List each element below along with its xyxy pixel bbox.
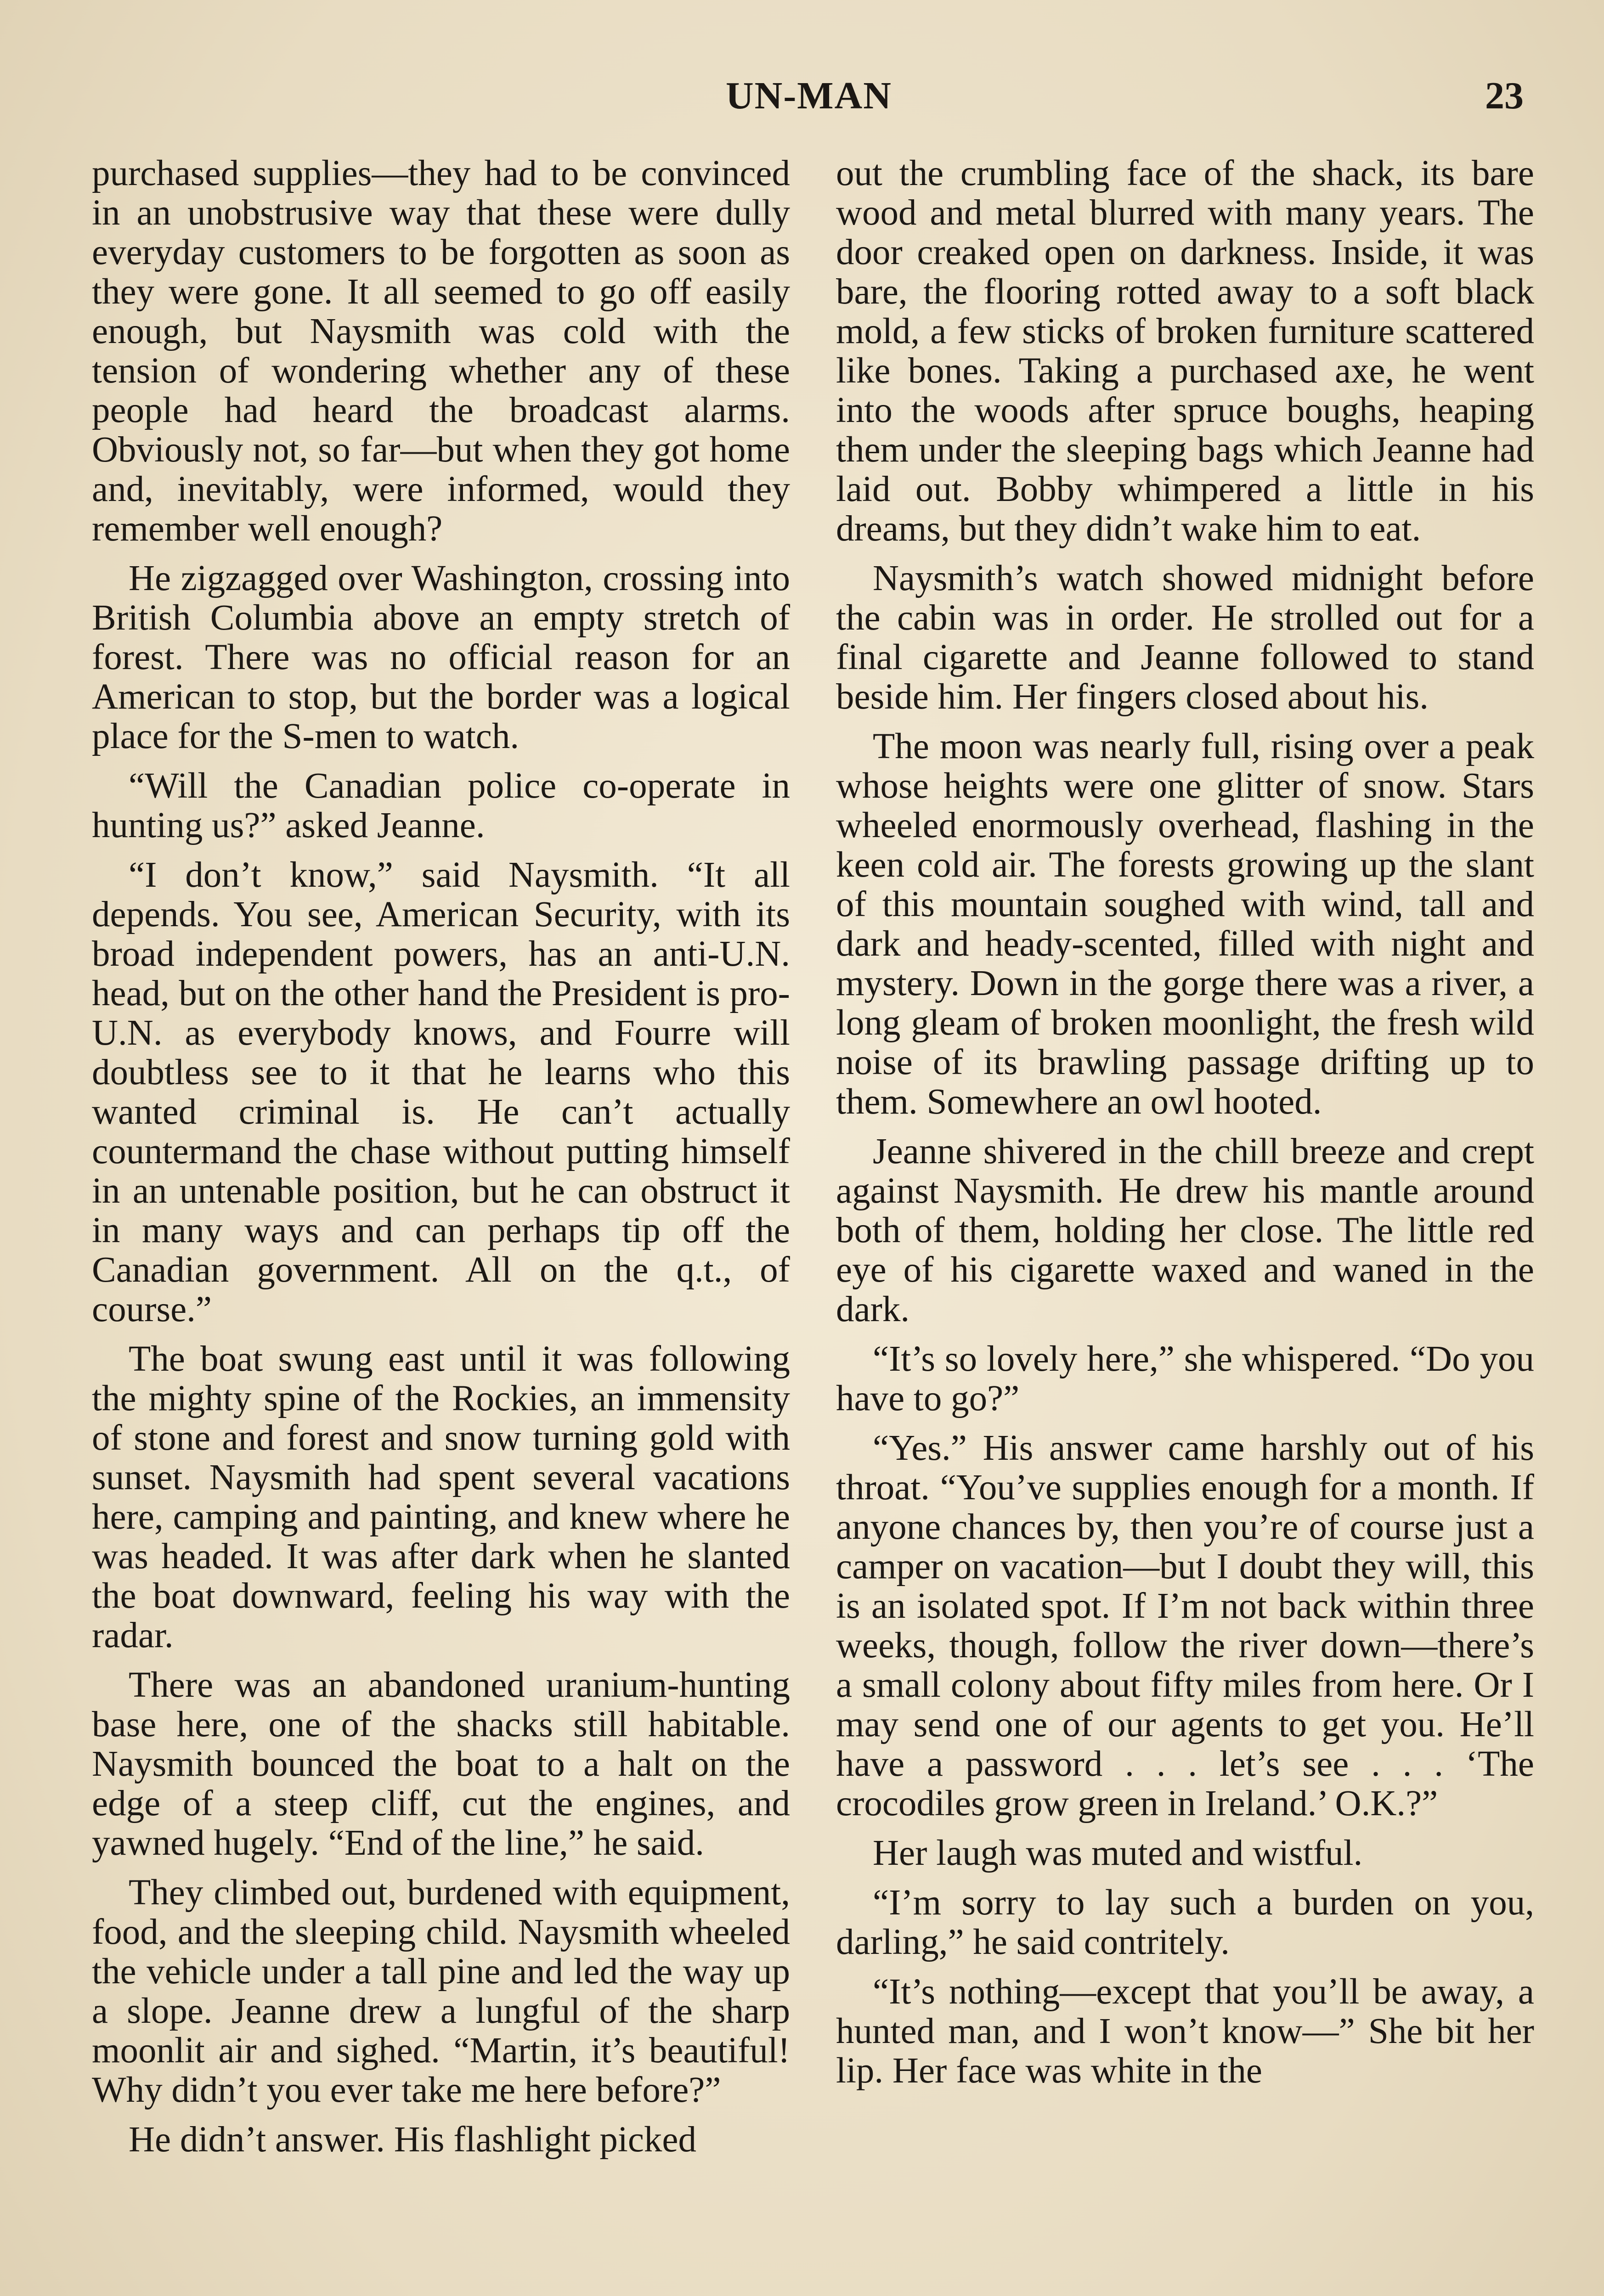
paragraph: Her laugh was muted and wistful.	[873, 1833, 1363, 1873]
paragraph: “I’m sorry to lay such a burden on you, darling,” he said contritely.	[836, 1883, 1534, 1962]
paragraph: The boat swung east until it was following the mighty spine of the Rockies, an immensity of stone and forest and snow turning gold with sunset. Naysmith had spent several vacations here, camping and painting, and knew where he was headed. It was after dark when he slanted the boat downward, feeling his way with the radar.	[92, 1339, 790, 1655]
paragraph: There was an abandoned uranium-hunting base here, one of the shacks still habitable. Naysmith bounced the boat to a halt on the edge of a steep cliff, cut the engines, and yawned hugely. “End of the line,” he said.	[92, 1665, 790, 1863]
paragraph: Jeanne shivered in the chill breeze and crept against Naysmith. He drew his mantle around both of them, holding her close. The little red eye of his cigarette waxed and waned in the dark.	[836, 1131, 1534, 1329]
right-column	[836, 154, 1534, 2091]
page-number: 23	[1485, 74, 1524, 117]
paragraph: “I don’t know,” said Naysmith. “It all depends. You see, American Security, with its broad independent powers, has an anti-U.N. head, but on the other hand the President is pro-U.N. as everybody knows, and Fourre will doubtless see to it that he learns who this wanted criminal is. He can’t actually countermand the chase without putting himself in an untenable position, but he can obstruct it in many ways and can perhaps tip off the Canadian government. All on the q.t., of course.”	[92, 855, 790, 1329]
paragraph: “It’s so lovely here,” she whispered. “Do you have to go?”	[836, 1339, 1534, 1418]
paragraph: out the crumbling face of the shack, its bare wood and metal blurred with many years. The door creaked open on darkness. Inside, it was bare, the flooring rotted away to a soft black mold, a few sticks of broken furniture scattered like bones. Taking a purchased axe, he went into the woods after spruce boughs, heaping them under the sleeping bags which Jeanne had laid out. Bobby whimpered a little in his dreams, but they didn’t wake him to eat.	[836, 153, 1534, 549]
paragraph: “Will the Canadian police co-operate in hunting us?” asked Jeanne.	[92, 766, 790, 845]
paragraph: “It’s nothing—except that you’ll be away, a hunted man, and I won’t know—” She bit her lip. Her face was white in the	[836, 1972, 1534, 2091]
paragraph: purchased supplies—they had to be convinced in an unobstrusive way that these were dully everyday customers to be forgotten as soon as they were gone. It all seemed to go off easily enough, but Naysmith was cold with the tension of wondering whether any of these people had heard the broadcast alarms. Obviously not, so far—but when they got home and, inevitably, were informed, would they remember well enough?	[92, 153, 790, 549]
paragraph: Naysmith’s watch showed midnight before the cabin was in order. He strolled out for a final cigarette and Jeanne followed to stand beside him. Her fingers closed about his.	[836, 558, 1534, 717]
paragraph: He didn’t answer. His flashlight picked	[129, 2120, 696, 2160]
left-column	[92, 154, 790, 2160]
paragraph: He zigzagged over Washington, crossing into British Columbia above an empty stretch of forest. There was no official reason for an American to stop, but the border was a logical place for the S-men to watch.	[92, 558, 790, 756]
paragraph: They climbed out, burdened with equipment, food, and the sleeping child. Naysmith wheeled the vehicle under a tall pine and led the way up a slope. Jeanne drew a lungful of the sharp moonlit air and sighed. “Martin, it’s beautiful! Why didn’t you ever take me here before?”	[92, 1873, 790, 2110]
paragraph: “Yes.” His answer came harshly out of his throat. “You’ve supplies enough for a month. If anyone chances by, then you’re of course just a camper on vacation—but I doubt they will, this is an isolated spot. If I’m not back within three weeks, though, follow the river down—there’s a small colony about fifty miles from here. Or I may send one of our agents to get you. He’ll have a password . . . let’s see . . . ‘The crocodiles grow green in Ireland.’ O.K.?”	[836, 1428, 1534, 1823]
paragraph: The moon was nearly full, rising over a peak whose heights were one glitter of snow. Stars wheeled enormously overhead, flashing in the keen cold air. The forests growing up the slant of this mountain soughed with wind, tall and dark and heady-scented, filled with night and mystery. Down in the gorge there was a river, a long gleam of broken moonlight, the fresh wild noise of its brawling passage drifting up to them. Somewhere an owl hooted.	[836, 726, 1534, 1122]
running-title: UN-MAN	[726, 74, 892, 117]
